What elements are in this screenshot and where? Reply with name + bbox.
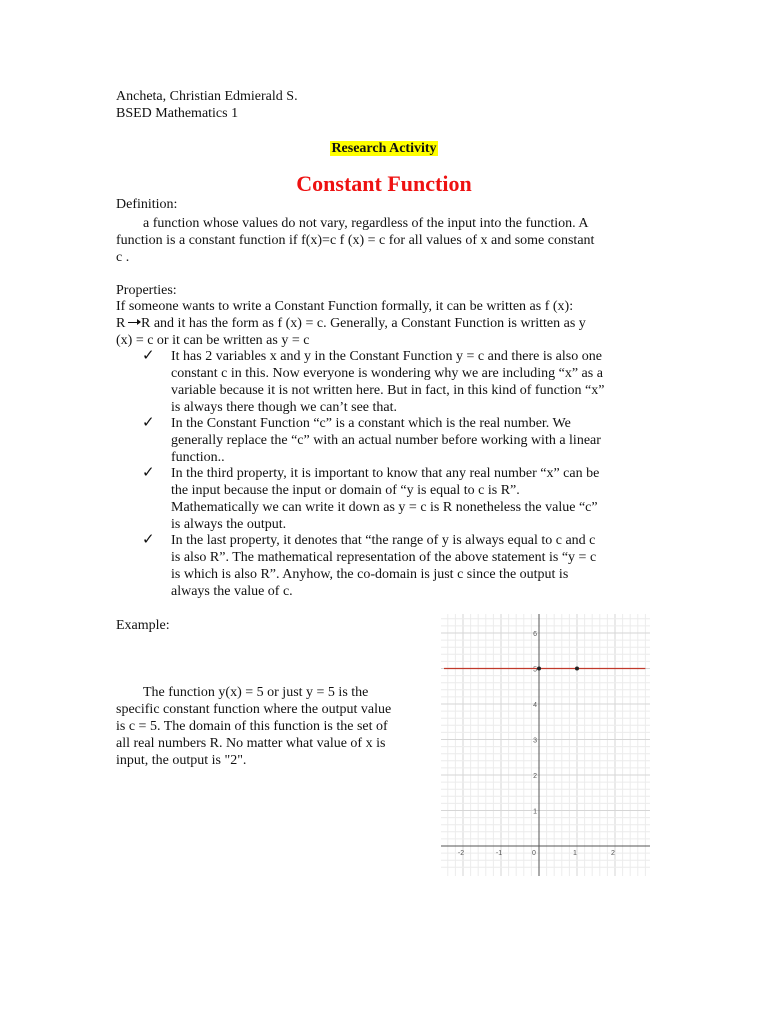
definition-line-2: function is a constant function if f(x)=c f (x) = c for all values of x and some constant — [116, 233, 595, 248]
properties-intro-3: (x) = c or it can be written as y = c — [116, 333, 310, 348]
definition-line-3: c . — [116, 250, 130, 265]
property-3-line-2: the input because the input or domain of “y is equal to c is R”. — [171, 483, 520, 498]
properties-intro-r: R — [116, 316, 126, 331]
y-tick-label: 5 — [533, 666, 537, 674]
example-line-5: input, the output is "2". — [116, 753, 247, 768]
definition-line-1: a function whose values do not vary, regardless of the input into the function. A — [143, 216, 589, 231]
x-tick-label: -2 — [457, 850, 465, 857]
property-4-line-4: always the value of c. — [171, 584, 293, 599]
graph-svg — [441, 614, 650, 876]
property-1-line-1: It has 2 variables x and y in the Constant Function y = c and there is also one — [171, 349, 602, 364]
constant-function-graph — [441, 614, 650, 876]
function-point — [575, 667, 579, 671]
check-icon: ✓ — [142, 532, 155, 548]
function-point — [537, 667, 541, 671]
example-line-2: specific constant function where the output value — [116, 702, 392, 717]
property-3-line-4: is always the output. — [171, 517, 287, 532]
check-icon: ✓ — [142, 465, 155, 481]
example-line-1: The function y(x) = 5 or just y = 5 is the — [143, 685, 369, 700]
y-tick-label: 2 — [533, 773, 537, 780]
page-title: Constant Function — [296, 171, 472, 196]
property-4-line-2: is also R”. The mathematical representation of the above statement is “y = c — [171, 550, 597, 565]
property-2-line-3: function.. — [171, 450, 225, 465]
property-1-line-4: is always there though we can’t see that. — [171, 400, 398, 415]
x-tick-label: -1 — [495, 850, 503, 857]
x-tick-label: 1 — [573, 850, 577, 857]
definition-heading: Definition: — [116, 197, 178, 212]
properties-intro-2: R and it has the form as f (x) = c. Generally, a Constant Function is written as y — [141, 316, 586, 331]
property-4-line-3: is which is also R”. Anyhow, the co-domain is just c since the output is — [171, 567, 569, 582]
x-tick-label: 2 — [611, 850, 615, 857]
x-tick-label: 0 — [532, 850, 536, 857]
example-line-4: all real numbers R. No matter what value of x is — [116, 736, 386, 751]
property-3-line-1: In the third property, it is important to know that any real number “x” can be — [171, 466, 600, 481]
property-4-line-1: In the last property, it denotes that “the range of y is always equal to c and c — [171, 533, 596, 548]
check-icon: ✓ — [142, 415, 155, 431]
property-3-line-3: Mathematically we can write it down as y = c is R nonetheless the value “c” — [171, 500, 598, 515]
course-name: BSED Mathematics 1 — [116, 106, 239, 121]
activity-label: Research Activity — [331, 141, 437, 156]
property-1-line-2: constant c in this. Now everyone is wondering why we are including “x” as a — [171, 366, 603, 381]
y-tick-label: 4 — [533, 702, 537, 709]
properties-intro-1: If someone wants to write a Constant Function formally, it can be written as f (x): — [116, 299, 574, 314]
example-line-3: is c = 5. The domain of this function is the set of — [116, 719, 388, 734]
y-tick-label: 3 — [533, 737, 537, 745]
property-1-line-3: variable because it is not written here. But in fact, in this kind of function “x” — [171, 383, 605, 398]
check-icon: ✓ — [142, 348, 155, 364]
y-tick-label: 1 — [533, 808, 537, 816]
author-name: Ancheta, Christian Edmierald S. — [116, 89, 298, 104]
y-tick-label: 6 — [533, 631, 537, 638]
property-2-line-1: In the Constant Function “c” is a constant which is the real number. We — [171, 416, 571, 431]
example-heading: Example: — [116, 618, 170, 633]
property-2-line-2: generally replace the “c” with an actual number before working with a linear — [171, 433, 601, 448]
properties-heading: Properties: — [116, 283, 177, 298]
